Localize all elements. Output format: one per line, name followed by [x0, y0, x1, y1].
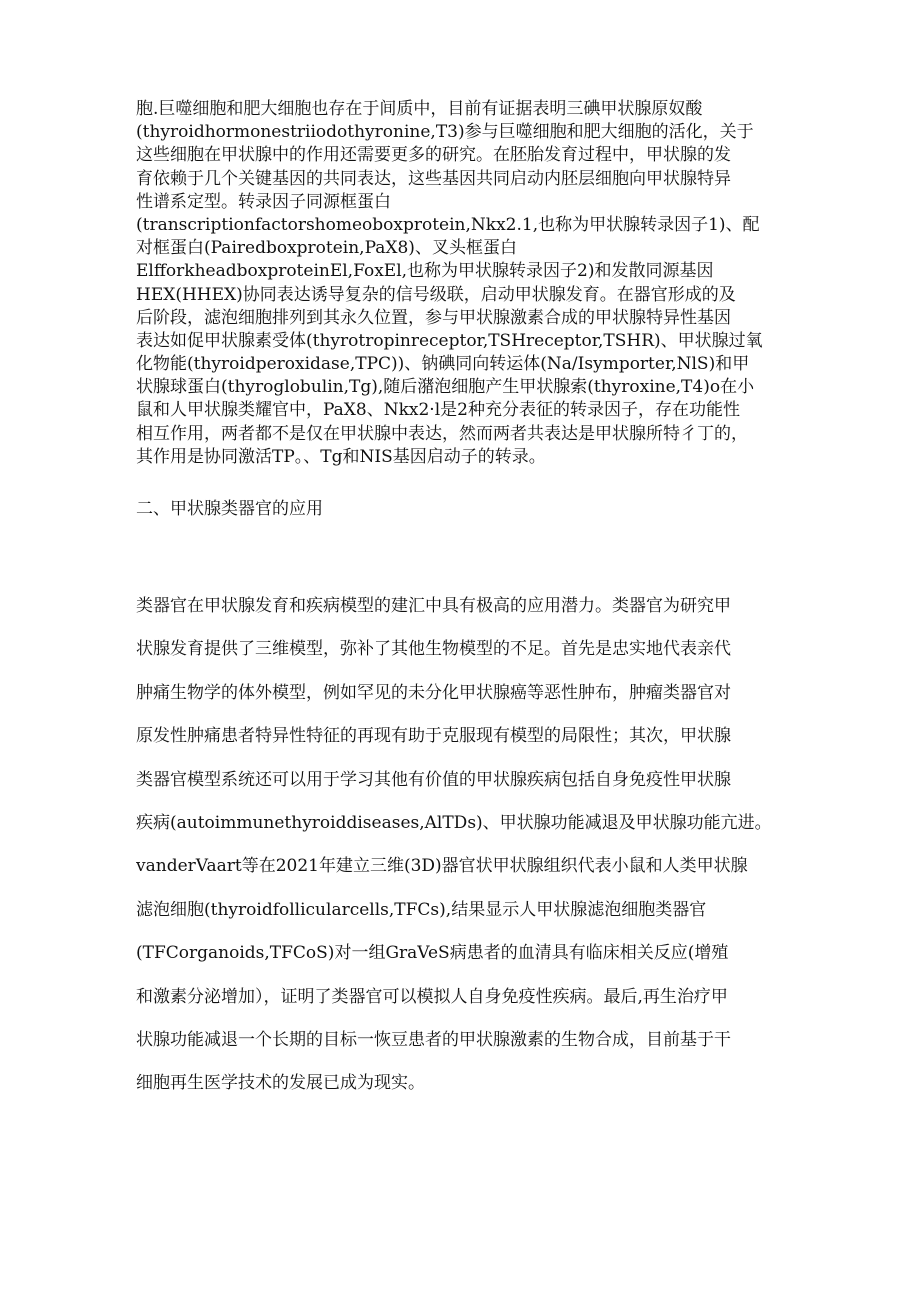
text-line: 原发性肿痛患者特异性特征的再现有助于克服现有模型的局限性；其次，甲状腺 — [136, 726, 731, 747]
text-line: 滤泡细胞(thyroidfollicularcells,TFCs),结果显示人甲状腺滤泡细胞类器官 — [136, 899, 707, 920]
text-line: 这些细胞在甲状腺中的作用还需要更多的研究。在胚胎发育过程中，甲状腺的发 — [136, 145, 731, 166]
text-line: (TFCorganoids,TFCoS)对一组GraVeS病患者的血清具有临床相关反应(增殖 — [136, 943, 729, 964]
text-line: 细胞再生医学技术的发展已成为现实。 — [136, 1073, 425, 1094]
text-line: 育依赖于几个关键基因的共同表达，这些基因共同启动内胚层细胞向甲状腺特异 — [136, 168, 731, 189]
text-line: 状腺发育提供了三维模型，弥补了其他生物模型的不足。首先是忠实地代表亲代 — [136, 639, 731, 660]
section-heading: 二、甲状腺类器官的应用 — [136, 499, 323, 519]
text-line: 状腺功能减退一个长期的目标一恢豆患者的甲状腺激素的生物合成，目前基于干 — [136, 1029, 731, 1050]
text-line: 肿痛生物学的体外模型，例如罕见的未分化甲状腺癌等恶性肿布，肿瘤类器官对 — [136, 682, 731, 703]
paragraph-thyroid-development — [136, 98, 794, 469]
text-line: 鼠和人甲状腺类耀官中，PaX8、Nkx2·l是2种充分表征的转录因子，存在功能性 — [136, 400, 740, 421]
text-line: ElfforkheadboxproteinEl,FoxEl,也称为甲状腺转录因子2)和发散同源基因 — [136, 261, 714, 282]
text-line: HEX(HHEX)协同表达诱导复杂的信号级联，启动甲状腺发育。在器官形成的及 — [136, 284, 736, 305]
text-line: 类器官在甲状腺发育和疾病模型的建汇中具有极高的应用潜力。类器官为研究甲 — [136, 596, 731, 616]
text-line: 其作用是协同激活TP。、Tg和NIS基因启动子的转录。 — [136, 446, 546, 467]
text-line: 类器官模型系统还可以用于学习其他有价值的甲状腺疾病包括自身免疫性甲状腺 — [136, 769, 731, 790]
text-line: 和激素分泌增加），证明了类器官可以模拟人自身免疫性疾病。最后,再生治疗甲 — [136, 986, 728, 1007]
text-line: 表达如促甲状腺素受体(thyrotropinreceptor,TSHreceptor,TSHR)、甲状腺过氧 — [136, 330, 763, 351]
paragraph-organoid-applications — [136, 585, 796, 1106]
text-line: 疾病(autoimmunethyroiddiseases,AlTDs)、甲状腺功能减退及甲状腺功能亢进。 — [136, 812, 772, 833]
text-line: 化物能(thyroidperoxidase,TPC))、钠碘同向转运体(Na/Isymporter,NlS)和甲 — [136, 354, 750, 375]
text-line: 胞.巨噬细胞和肥大细胞也存在于间质中，目前有证据表明三碘甲状腺原奴酸 — [136, 99, 703, 119]
text-line: 对框蛋白(Pairedboxprotein,PaX8)、叉头框蛋白 — [136, 238, 517, 259]
text-line: (transcriptionfactorshomeoboxprotein,Nkx2.1,也称为甲状腺转录因子1)、配 — [136, 214, 760, 235]
text-line: vanderVaart等在2021年建立三维(3D)器官状甲状腺组织代表小鼠和人类甲状腺 — [136, 856, 748, 877]
text-line: 后阶段，滤泡细胞排列到其永久位置，参与甲状腺激素合成的甲状腺特异性基因 — [136, 307, 731, 328]
text-line: (thyroidhormonestriiodothyronine,T3)参与巨噬细胞和肥大细胞的活化，关于 — [136, 122, 754, 143]
text-line: 状腺球蛋白(thyroglobulin,Tg),随后潴泡细胞产生甲状腺索(thyroxine,T4)o在小 — [136, 377, 755, 398]
text-line: 性谱系定型。转录因子同源框蛋白 — [136, 191, 391, 212]
text-line: 相互作用，两者都不是仅在甲状腺中表达，然而两者共表达是甲状腺所特彳丁的， — [136, 423, 748, 444]
